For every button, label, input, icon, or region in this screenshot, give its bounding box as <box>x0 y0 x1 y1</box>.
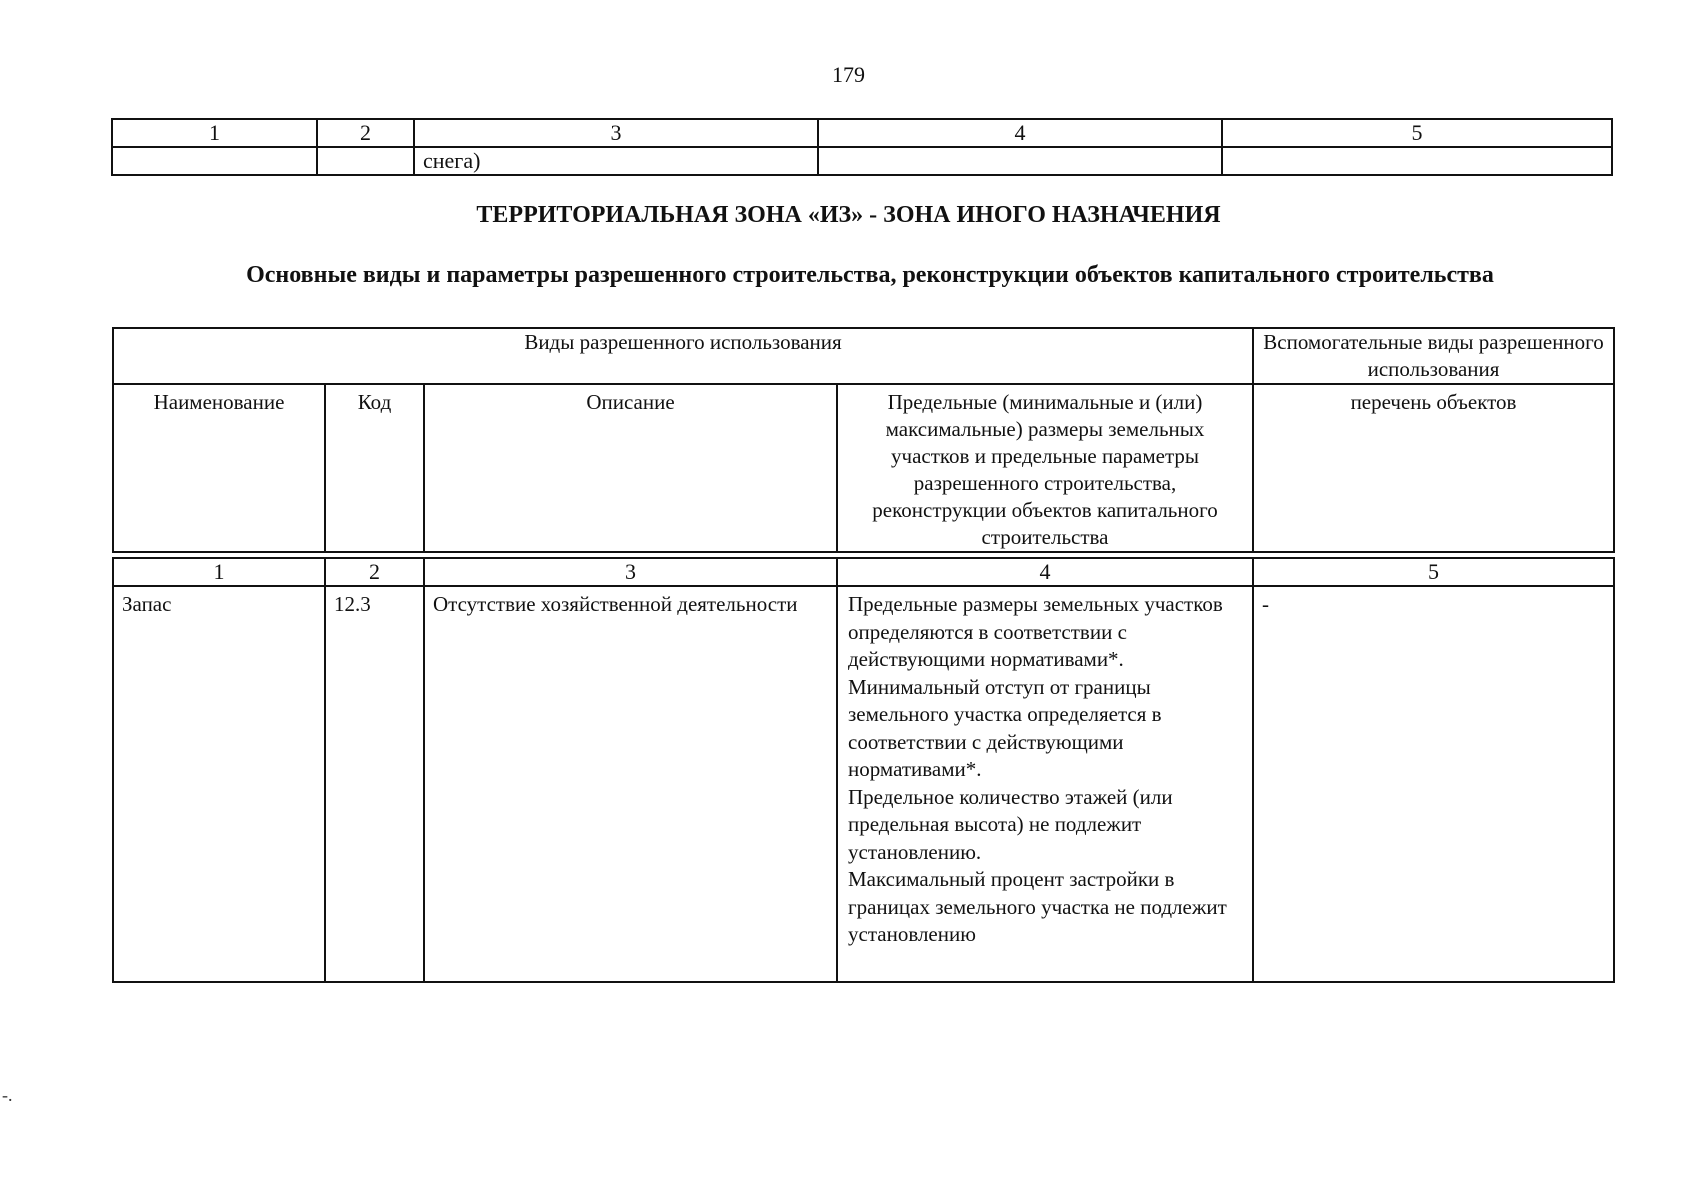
group-header-row <box>113 328 1614 384</box>
table-cell <box>112 147 317 175</box>
column-header-row <box>113 384 1614 552</box>
column-number: 5 <box>1222 119 1612 147</box>
column-number: 3 <box>414 119 818 147</box>
table-cell <box>1222 147 1612 175</box>
use-code: 12.3 <box>325 586 424 982</box>
section-subtitle: Основные виды и параметры разрешенного строительства, реконструкции объектов капитального строительства <box>246 262 1494 288</box>
header-object-list: перечень объектов <box>1253 384 1614 552</box>
table-cell: снега) <box>414 147 818 175</box>
table-cell <box>317 147 414 175</box>
page-number: 179 <box>832 62 865 87</box>
header-parameters: Предельные (минимальные и (или) максимальные) размеры земельных участков и предельные параметры разрешенного строительства, реконструкции объектов капитального строительства <box>837 384 1253 552</box>
table-cell <box>818 147 1222 175</box>
column-number: 5 <box>1253 558 1614 586</box>
main-uses-header: Виды разрешенного использования <box>113 328 1253 384</box>
table-row <box>113 586 1614 982</box>
table-row <box>112 119 1612 147</box>
use-description: Отсутствие хозяйственной деятельности <box>424 586 837 982</box>
aux-uses-header: Вспомогательные виды разрешенного использования <box>1253 328 1614 384</box>
continued-table <box>111 118 1613 176</box>
header-code: Код <box>325 384 424 552</box>
header-description: Описание <box>424 384 837 552</box>
column-number: 4 <box>818 119 1222 147</box>
parameter-line: Предельное количество этажей (или предельная высота) не подлежит установлению. <box>848 784 1173 864</box>
column-number: 3 <box>424 558 837 586</box>
column-number: 2 <box>325 558 424 586</box>
aux-objects: - <box>1253 586 1614 982</box>
column-number: 4 <box>837 558 1253 586</box>
use-name: Запас <box>113 586 325 982</box>
zoning-table <box>112 327 1615 983</box>
column-number: 2 <box>317 119 414 147</box>
zone-title: ТЕРРИТОРИАЛЬНАЯ ЗОНА «ИЗ» - ЗОНА ИНОГО НАЗНАЧЕНИЯ <box>476 202 1221 228</box>
parameter-line: Предельные размеры земельных участков определяются в соответствии с действующими нормативами*. <box>848 592 1223 671</box>
parameter-line: Максимальный процент застройки в границах земельного участка не подлежит установлению <box>848 867 1227 946</box>
table-row <box>112 147 1612 175</box>
parameter-line: Минимальный отступ от границы земельного участка определяется в соответствии с действующими нормативами*. <box>848 674 1162 781</box>
header-name: Наименование <box>113 384 325 552</box>
scan-mark: -. <box>2 1085 13 1105</box>
column-number: 1 <box>112 119 317 147</box>
column-number: 1 <box>113 558 325 586</box>
column-numbers-row <box>113 558 1614 586</box>
use-parameters <box>837 586 1253 982</box>
